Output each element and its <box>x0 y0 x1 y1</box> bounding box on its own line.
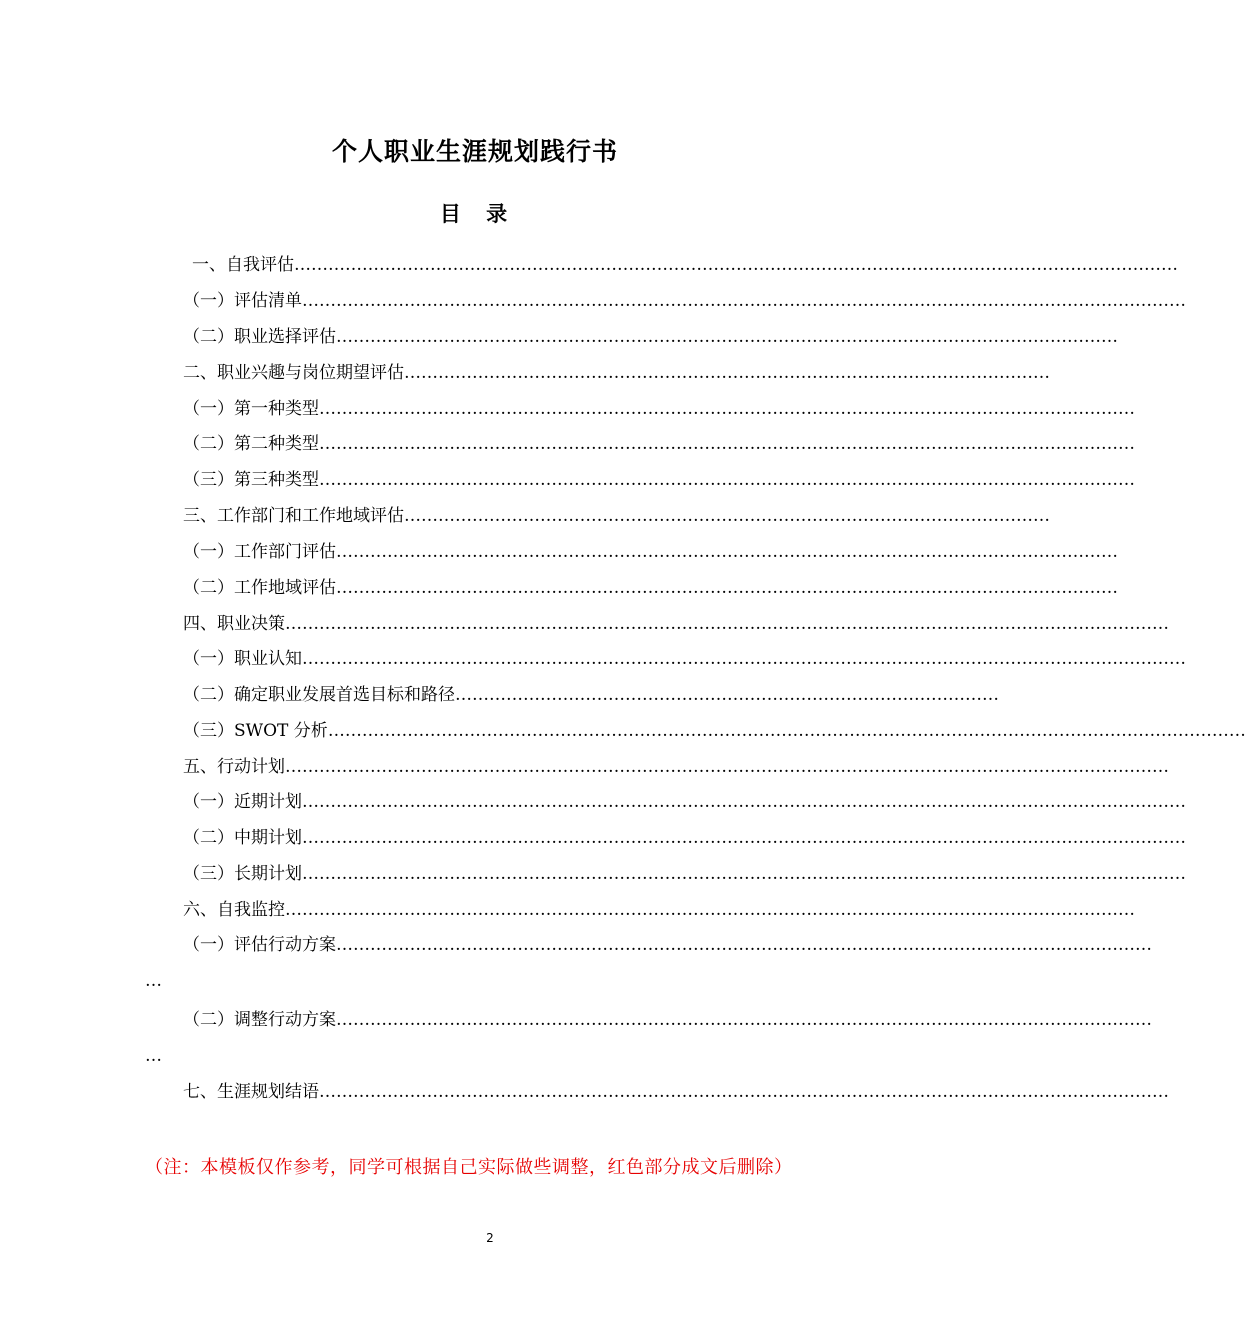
toc-entry-label: （一）职业认知 <box>183 649 302 669</box>
toc-leader-dots: …………………………………………………………………………………………………… <box>404 363 1050 383</box>
toc-entry[interactable] <box>183 540 1118 564</box>
toc-entry[interactable] <box>183 826 1186 850</box>
toc-entry[interactable] <box>183 504 1050 528</box>
toc-leader-dots: ………………………………………………………………………………………………………………………………………… <box>302 291 1186 311</box>
page-number: 2 <box>486 1231 494 1245</box>
toc-leader-dots: ……………………………………………………………………………………………………………………………… <box>319 470 1135 490</box>
toc-leader-dots: ……………………………………………………………………………………………………………………………… <box>336 935 1152 955</box>
toc-entry-label: （二）确定职业发展首选目标和路径 <box>183 685 455 705</box>
toc-entry[interactable] <box>183 361 1050 385</box>
toc-entry-label: 三、工作部门和工作地域评估 <box>183 506 404 526</box>
toc-leader-dots-wrap: … <box>145 971 162 991</box>
toc-leader-dots: …………………………………………………………………………………………………… <box>404 506 1050 526</box>
toc-entry[interactable] <box>183 325 1118 349</box>
toc-entry-label: （二）第二种类型 <box>183 434 319 454</box>
toc-entry-label: （二）工作地域评估 <box>183 578 336 598</box>
toc-leader-dots: ………………………………………………………………………………………………………………………………………… <box>294 255 1178 275</box>
toc-entry-label: （三）SWOT 分析 <box>183 721 328 741</box>
toc-entry-label: （一）评估行动方案 <box>183 935 336 955</box>
toc-heading: 目 录 <box>439 202 517 226</box>
toc-entry-label: （二）调整行动方案 <box>183 1010 336 1030</box>
toc-leader-dots-wrap: … <box>145 1046 162 1066</box>
toc-leader-dots: ………………………………………………………………………………………………………………………………………… <box>285 614 1169 634</box>
toc-entry-label: （三）第三种类型 <box>183 470 319 490</box>
toc-leader-dots: ………………………………………………………………………………………………………………………… <box>336 578 1118 598</box>
toc-leader-dots: ………………………………………………………………………………………………………………………… <box>336 327 1118 347</box>
toc-leader-dots: ………………………………………………………………………………………………………………………………………… <box>285 757 1169 777</box>
toc-leader-dots: …………………………………………………………………………………… <box>455 685 999 705</box>
toc-entry[interactable] <box>183 647 1186 671</box>
toc-entry[interactable] <box>183 898 1135 922</box>
toc-leader-dots: ………………………………………………………………………………………………………………………………………… <box>302 649 1186 669</box>
toc-entry-label: （一）工作部门评估 <box>183 542 336 562</box>
toc-leader-dots: ……………………………………………………………………………………………………………………………… <box>319 399 1135 419</box>
toc-entry[interactable] <box>183 576 1118 600</box>
toc-entry[interactable] <box>183 612 1169 636</box>
toc-entry[interactable] <box>183 719 1246 743</box>
document-title: 个人职业生涯规划践行书 <box>331 137 618 166</box>
toc-leader-dots: ……………………………………………………………………………………………………………………………………………… <box>327 721 1246 741</box>
toc-entry[interactable] <box>183 862 1186 886</box>
toc-leader-dots: …………………………………………………………………………………………………………………………………… <box>285 900 1135 920</box>
toc-entry[interactable] <box>183 683 999 707</box>
toc-entry[interactable] <box>192 253 1178 277</box>
toc-entry[interactable] <box>183 1080 1169 1104</box>
toc-entry-label: （二）职业选择评估 <box>183 327 336 347</box>
toc-entry-label: 六、自我监控 <box>183 900 285 920</box>
toc-entry[interactable] <box>183 1008 1152 1032</box>
toc-entry-label: 五、行动计划 <box>183 757 285 777</box>
toc-entry-label: （三）长期计划 <box>183 864 302 884</box>
toc-entry[interactable] <box>183 755 1169 779</box>
toc-leader-dots: …………………………………………………………………………………………………………………………………… <box>319 1082 1169 1102</box>
toc-leader-dots: ……………………………………………………………………………………………………………………………… <box>336 1010 1152 1030</box>
toc-leader-dots: ………………………………………………………………………………………………………………………… <box>336 542 1118 562</box>
toc-leader-dots: ……………………………………………………………………………………………………………………………… <box>319 434 1135 454</box>
toc-entry-label: 七、生涯规划结语 <box>183 1082 319 1102</box>
toc-entry-label: （一）评估清单 <box>183 291 302 311</box>
toc-entry[interactable] <box>183 289 1186 313</box>
toc-leader-dots: ………………………………………………………………………………………………………………………………………… <box>302 864 1186 884</box>
toc-entry[interactable] <box>183 790 1186 814</box>
toc-entry-label: 四、职业决策 <box>183 614 285 634</box>
toc-entry-label: 一、自我评估 <box>192 255 294 275</box>
toc-entry-label: （一）第一种类型 <box>183 399 319 419</box>
toc-leader-dots: ………………………………………………………………………………………………………………………………………… <box>302 828 1186 848</box>
toc-entry[interactable] <box>183 933 1152 957</box>
toc-entry-label: 二、职业兴趣与岗位期望评估 <box>183 363 404 383</box>
toc-entry-label: （一）近期计划 <box>183 792 302 812</box>
toc-entry[interactable] <box>183 432 1135 456</box>
toc-entry-label: （二）中期计划 <box>183 828 302 848</box>
toc-entry[interactable] <box>183 468 1135 492</box>
toc-entry[interactable] <box>183 397 1135 421</box>
template-note: （注：本模板仅作参考，同学可根据自己实际做些调整，红色部分成文后删除） <box>145 1157 793 1178</box>
toc-leader-dots: ………………………………………………………………………………………………………………………………………… <box>302 792 1186 812</box>
